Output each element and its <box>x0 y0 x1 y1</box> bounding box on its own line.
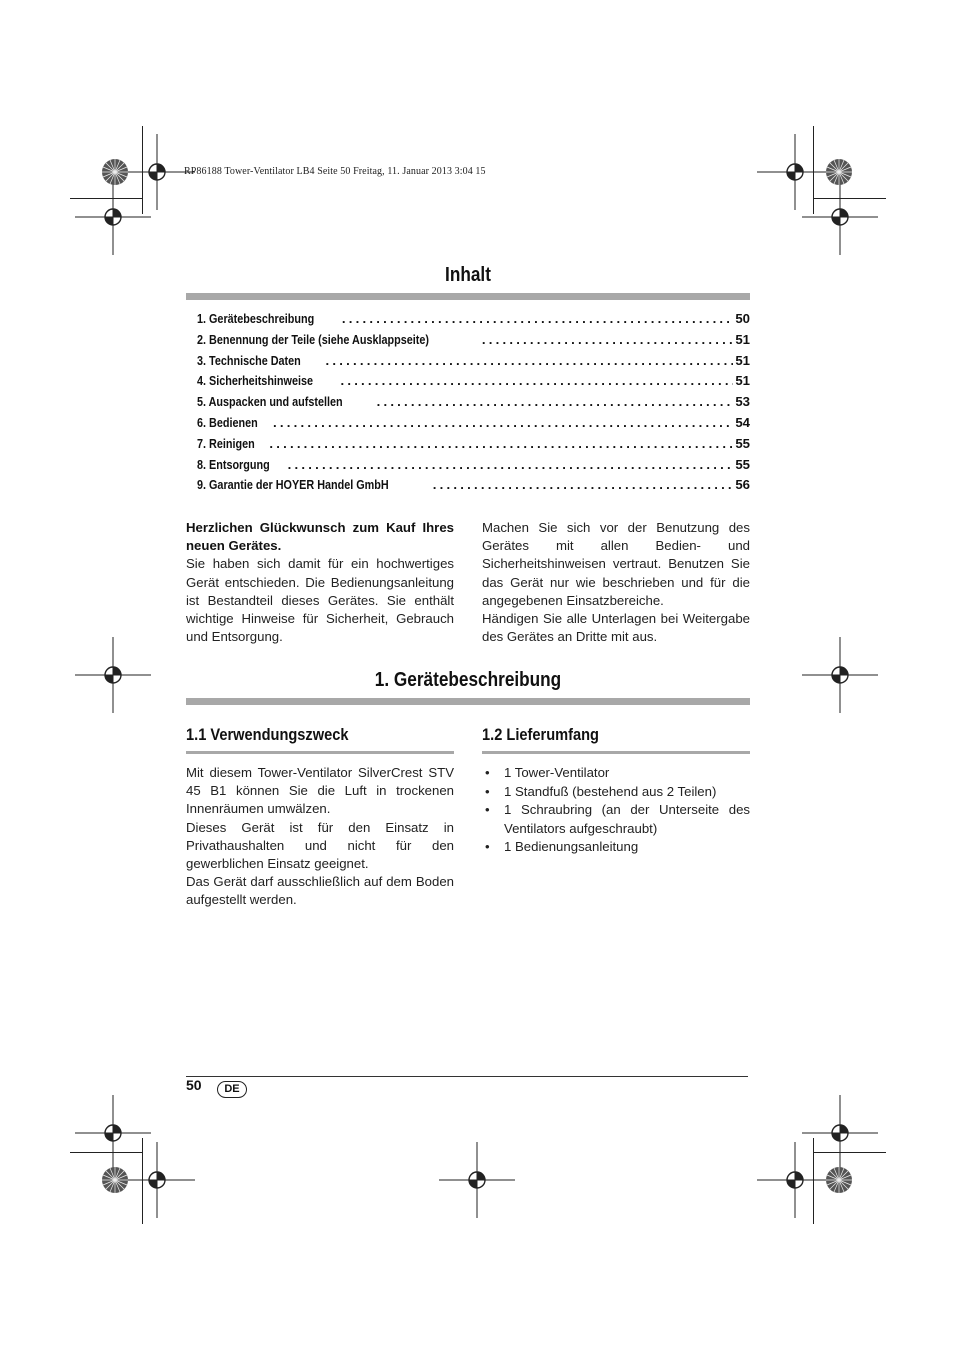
toc-entry[interactable]: 7. Reinigen ..... 55 <box>197 436 750 457</box>
toc-entry[interactable]: 9. Garantie der HOYER Handel GmbH ..... 56 <box>197 477 750 498</box>
intro-heading: Herzlichen Glückwunsch zum Kauf Ihres neuen Gerätes. <box>186 520 454 554</box>
page-number: 50 <box>186 1077 202 1093</box>
divider <box>186 698 750 705</box>
paragraph: Mit diesem Tower-Ventilator SilverCrest STV 45 B1 können Sie die Luft in trockenen Innenräumen umwälzen. <box>186 765 454 817</box>
list-item: • 1 Bedienungsanleitung <box>485 839 639 855</box>
toc-entry[interactable]: 8. Entsorgung ..... 55 <box>197 457 750 478</box>
list-item: • 1 Standfuß (bestehend aus 2 Teilen) <box>485 783 717 799</box>
paragraph: Das Gerät darf ausschließlich auf dem Boden aufgestellt werden. <box>186 874 454 908</box>
print-slug: RP86188 Tower-Ventilator LB4 Seite 50 Freitag, 11. Januar 2013 3:04 15 <box>184 166 486 177</box>
subsection-title-verwendungszweck: 1.1 Verwendungszweck <box>186 725 349 744</box>
language-badge: DE <box>217 1081 247 1098</box>
table-of-contents <box>197 311 750 498</box>
toc-entry[interactable]: 4. Sicherheitshinweise ..... 51 <box>197 373 750 394</box>
list-item: • 1 Schraubring (an der Unterseite des Ventilators aufgeschraubt) <box>485 802 750 836</box>
divider <box>186 293 750 300</box>
list-item: • 1 Tower-Ventilator <box>485 765 610 780</box>
intro-right-text-2: Händigen Sie alle Unterlagen bei Weitergabe des Gerätes an Dritte mit aus. <box>482 611 750 645</box>
toc-entry[interactable]: 5. Auspacken und aufstellen ..... 53 <box>197 394 750 415</box>
intro-right-text-1: Machen Sie sich vor der Benutzung des Gerätes mit allen Bedien- und Sicherheitshinweisen vertraut. Benutzen Sie das Gerät nur wie beschrieben und für die angegebenen Einsatzbereiche. <box>482 520 750 608</box>
intro-left-text: Sie haben sich damit für ein hochwertiges Gerät entschieden. Die Bedienungsanleitung ist Bestandteil dieses Gerätes. Sie enthält wichtige Hinweise für Sicherheit, Gebrauch und Entsorgung. <box>186 556 454 645</box>
toc-entry[interactable]: 2. Benennung der Teile (siehe Ausklappseite) ..... 51 <box>197 332 750 353</box>
intro-left-column <box>186 519 454 646</box>
subsection-divider <box>186 751 454 754</box>
toc-entry[interactable]: 3. Technische Daten ..... 51 <box>197 353 750 374</box>
verwendungszweck-text <box>186 764 454 910</box>
subsection-title-lieferumfang: 1.2 Lieferumfang <box>482 725 600 744</box>
intro-right-column <box>482 519 750 646</box>
toc-entry[interactable]: 1. Gerätebeschreibung ..... 50 <box>197 311 750 332</box>
lieferumfang-list <box>482 764 750 857</box>
toc-title: Inhalt <box>445 264 491 286</box>
footer-rule <box>186 1076 748 1077</box>
toc-entry[interactable]: 6. Bedienen ..... 54 <box>197 415 750 436</box>
section-title: 1. Gerätebeschreibung <box>374 669 562 691</box>
paragraph: Dieses Gerät ist für den Einsatz in Privathaushalten und nicht für den gewerblichen Einsatz geeignet. <box>186 819 454 872</box>
subsection-divider <box>482 751 750 754</box>
